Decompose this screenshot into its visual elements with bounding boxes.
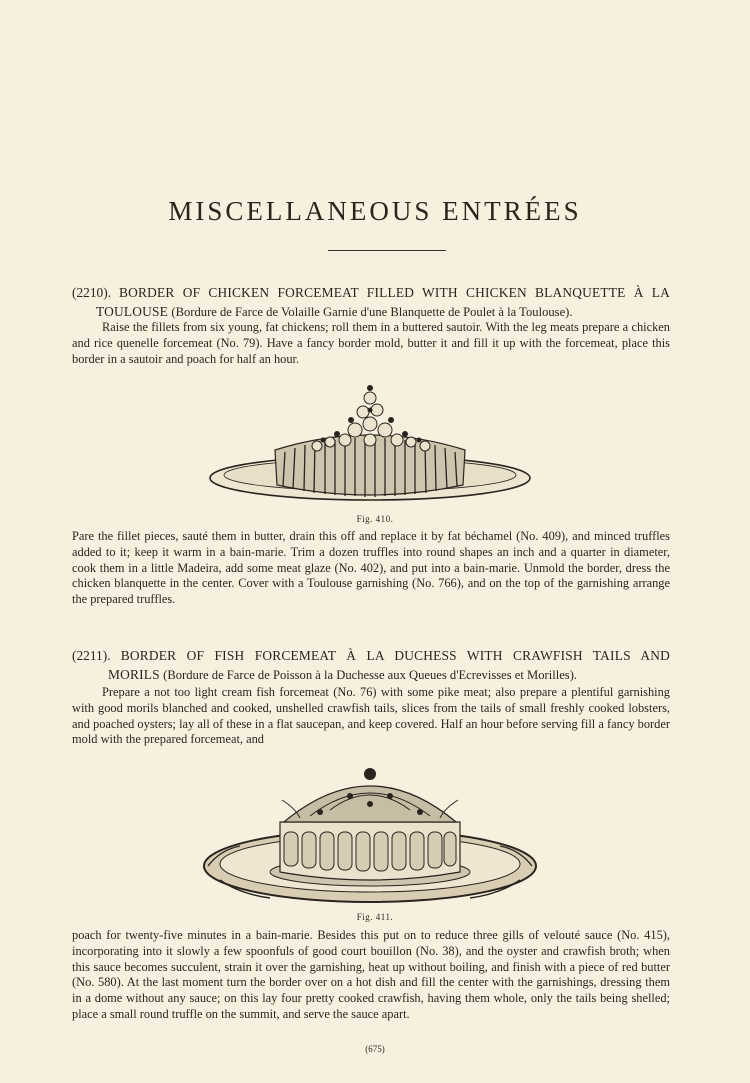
figure-410-caption: Fig. 410.	[356, 514, 394, 524]
recipe-name-line1: BORDER OF CHICKEN FORCEMEAT FILLED WITH CHICKEN BLANQUETTE À LA	[119, 285, 670, 300]
figure-411-illustration	[200, 760, 540, 910]
figure-410-illustration	[205, 380, 535, 510]
recipe-heading-2211	[72, 646, 670, 685]
recipe-2210-paragraph-1: Raise the fillets from six young, fat chickens; roll them in a buttered sautoir. With the leg meats prepare a chicken and rice quenelle forcemeat (No. 79). Have a fancy border mold, butter it and fill it up with the forcemeat, place this border in a sautoir and poach for half an hour.	[72, 320, 670, 366]
recipe-french-title: (Bordure de Farce de Volaille Garnie d'une Blanquette de Poulet à la Toulouse).	[171, 305, 573, 319]
recipe-name-line1: BORDER OF FISH FORCEMEAT À LA DUCHESS WITH CRAWFISH TAILS AND	[120, 648, 670, 663]
recipe-number: (2210).	[72, 285, 112, 300]
page-title: MISCELLANEOUS ENTRÉES	[168, 196, 582, 226]
figure-411-caption: Fig. 411.	[356, 912, 394, 922]
recipe-name-line2: TOULOUSE	[96, 304, 169, 319]
recipe-french-title: (Bordure de Farce de Poisson à la Duchesse aux Queues d'Ecrevisses et Morilles).	[163, 668, 578, 682]
page-number: (675)	[365, 1044, 385, 1054]
recipe-2211-paragraph-1: Prepare a not too light cream fish forcemeat (No. 76) with some pike meat; also prepare a plentiful garnishing with good morils blanched and cooked, unshelled crawfish tails, slices from the tails of small freshly cooked lobsters, and poached oysters; lay all of these in a flat saucepan, and keep covered. Half an hour before serving fill a fancy border mold with the prepared forcemeat, and	[72, 685, 670, 747]
recipe-2211-paragraph-2: poach for twenty-five minutes in a bain-marie. Besides this put on to reduce three gills of velouté sauce (No. 415), incorporating into it slowly a few spoonfuls of good court bouillon (No. 38), and the oyster and crawfish broth; when this sauce becomes succulent, strain it over the garnishing, heat up without boiling, and finish with a piece of red butter (No. 580). At the last moment turn the border over on a hot dish and fill the center with the garnishings, dressing them in a dome without any sauce; on this lay four pretty cooked crawfish, having them whole, only the tails being shelled; place a small round truffle on the summit, and serve the sauce apart.	[72, 928, 670, 1021]
title-rule	[328, 250, 446, 251]
recipe-number: (2211).	[72, 648, 111, 663]
recipe-name-line2: MORILS	[108, 667, 160, 682]
recipe-2210-paragraph-2: Pare the fillet pieces, sauté them in butter, drain this off and replace it by fat béchamel (No. 409), and minced truffles added to it; keep it warm in a bain-marie. Trim a dozen truffles into round shapes an inch and a quarter in diameter, cook them in a little Madeira, add some meat glaze (No. 402), and put into a bain-marie. Unmold the border, dress the chicken blanquette in the center. Cover with a Toulouse garnishing (No. 766), and on the top of the garnishing arrange the prepared truffles.	[72, 529, 670, 607]
recipe-heading-2210	[72, 283, 670, 322]
